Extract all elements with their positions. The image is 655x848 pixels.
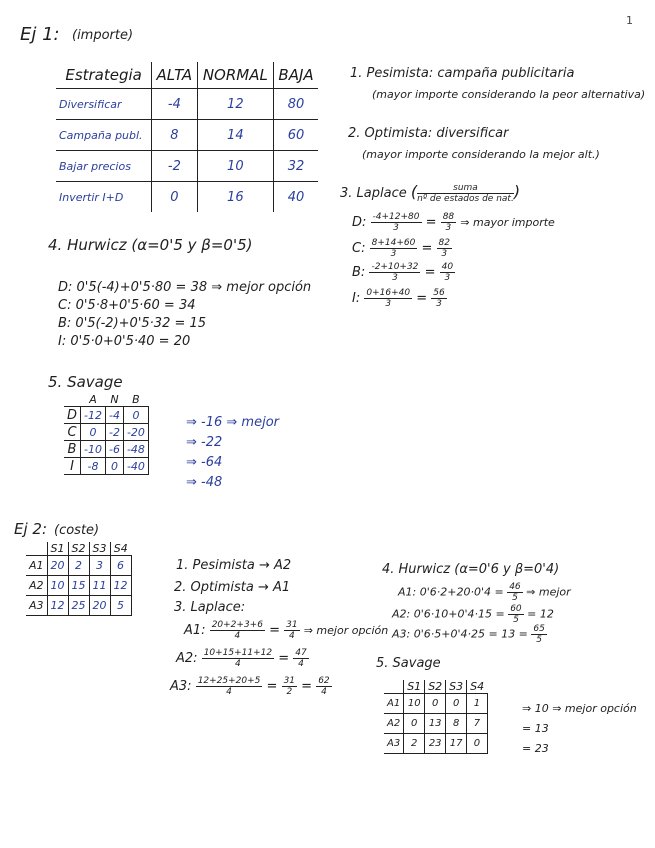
ej2-laplace-row: A3: $\frac{12+25+20+5}{4}$ = $\frac{31}{2}$ = $\frac{62}{4}$: [170, 676, 330, 697]
table-cell: 2: [68, 556, 89, 576]
hurwicz-line: B: 0'5(-2)+0'5·32 = 15: [58, 316, 207, 331]
ej1-savage-table: [64, 393, 149, 475]
ej2-laplace-row: A2: $\frac{10+15+11+12}{4}$ = $\frac{47}{4}$: [176, 648, 307, 669]
table-cell: 5: [110, 596, 131, 616]
header-s3: S3: [446, 680, 467, 694]
ej1-subtitle: (importe): [72, 28, 134, 43]
hurwicz-line: I: 0'5·0+0'5·40 = 20: [58, 334, 191, 349]
table-cell: 0: [81, 424, 106, 441]
ej2-hurwicz-title: 4. Hurwicz (α=0'6 y β=0'4): [382, 562, 560, 577]
ej1-title: Ej 1:: [20, 24, 60, 45]
laplace-row-i: I: $\frac{0+16+40}{3}$ = $\frac{56}{3}$: [352, 288, 445, 309]
savage-result: ⇒ -16 ⇒ mejor: [186, 415, 279, 430]
header-baja: BAJA: [278, 66, 314, 84]
ej1-pesimista-note: (mayor importe considerando la peor alternativa): [372, 88, 646, 101]
savage-result: ⇒ -48: [186, 475, 223, 490]
table-cell: 6: [110, 556, 131, 576]
ej2-title: Ej 2:: [14, 520, 48, 538]
table-cell: -12: [81, 407, 106, 424]
table-cell: 14: [197, 120, 274, 151]
table-cell: 60: [274, 120, 318, 151]
header-b: B: [132, 393, 140, 406]
ej2-savage-result: ⇒ 10 ⇒ mejor opción: [522, 702, 637, 715]
ej2-hurwicz-row: A3: 0'6·5+0'4·25 = 13 = $\frac{65}{5}$: [392, 624, 545, 645]
row-label: Invertir I+D: [56, 182, 152, 213]
ej2-hurwicz-row: A2: 0'6·10+0'4·15 = $\frac{60}{5}$ = 12: [392, 604, 554, 625]
header-s1: S1: [47, 542, 68, 556]
table-cell: 0: [105, 458, 123, 475]
ej2-cost-table: [26, 542, 132, 616]
row-label: B: [64, 441, 81, 458]
table-cell: 40: [274, 182, 318, 213]
table-cell: 16: [197, 182, 274, 213]
table-cell: 8: [446, 714, 467, 734]
ej1-pesimista: 1. Pesimista: campaña publicitaria: [350, 66, 575, 81]
header-s4: S4: [110, 542, 131, 556]
ej1-hurwicz-title: 4. Hurwicz (α=0'5 y β=0'5): [48, 236, 253, 254]
row-label: A2: [384, 714, 404, 734]
row-label: A1: [26, 556, 47, 576]
table-row: [56, 120, 318, 151]
table-cell: 11: [89, 576, 110, 596]
laplace-row-c: C: $\frac{8+14+60}{3}$ = $\frac{82}{3}$: [352, 238, 450, 259]
header-a: A: [89, 393, 97, 406]
table-cell: 0: [467, 734, 487, 754]
table-row: [384, 694, 487, 714]
table-row: [64, 407, 148, 424]
header-empty: [384, 680, 404, 694]
table-cell: 15: [68, 576, 89, 596]
table-cell: -8: [81, 458, 106, 475]
table-row: [26, 576, 131, 596]
ej2-pesimista: 1. Pesimista → A2: [176, 558, 292, 573]
ej2-savage-result: = 13: [522, 722, 549, 735]
table-cell: 0: [425, 694, 446, 714]
table-cell: 3: [89, 556, 110, 576]
ej2-savage-table: [384, 680, 488, 754]
table-row: [26, 556, 131, 576]
header-s3: S3: [89, 542, 110, 556]
table-cell: 25: [68, 596, 89, 616]
header-s4: S4: [467, 680, 487, 694]
table-cell: -10: [81, 441, 106, 458]
table-row: [56, 182, 318, 213]
row-label: D: [64, 407, 81, 424]
table-cell: -4: [105, 407, 123, 424]
header-s2: S2: [68, 542, 89, 556]
table-row: [26, 596, 131, 616]
ej2-laplace-title: 3. Laplace:: [174, 600, 246, 615]
laplace-row-b: B: $\frac{-2+10+32}{3}$ = $\frac{40}{3}$: [352, 262, 454, 283]
laplace-row-d: D: $\frac{-4+12+80}{3}$ = $\frac{88}{3}$ ⇒ mayor importe: [352, 212, 555, 233]
table-cell: 0: [152, 182, 197, 213]
table-cell: 23: [425, 734, 446, 754]
table-cell: 13: [425, 714, 446, 734]
table-cell: 12: [110, 576, 131, 596]
table-row: [56, 151, 318, 182]
row-label: A3: [26, 596, 47, 616]
header-normal: NORMAL: [197, 62, 274, 89]
table-cell: -6: [105, 441, 123, 458]
ej1-laplace-title: 3. Laplace ( $\frac{\text{suma}}{\text{nº de estados de nat.}}$ ): [340, 182, 521, 204]
table-cell: 0: [446, 694, 467, 714]
table-cell: 12: [197, 89, 274, 120]
table-cell: 17: [446, 734, 467, 754]
table-cell: 8: [152, 120, 197, 151]
row-label: Diversificar: [56, 89, 152, 120]
table-cell: 10: [47, 576, 68, 596]
row-label: I: [64, 458, 81, 475]
row-label: Bajar precios: [56, 151, 152, 182]
table-cell: 12: [47, 596, 68, 616]
ej1-savage-title: 5. Savage: [48, 373, 123, 391]
savage-result: ⇒ -22: [186, 435, 223, 450]
row-label: Campaña publ.: [56, 120, 152, 151]
ej2-laplace-row: A1: $\frac{20+2+3+6}{4}$ = $\frac{31}{4}$ ⇒ mejor opción: [184, 620, 389, 641]
table-cell: -4: [152, 89, 197, 120]
header-empty: [26, 542, 47, 556]
row-label: A1: [384, 694, 404, 714]
table-row: [64, 458, 148, 475]
header-n: N: [110, 393, 119, 406]
laplace-formula: $\frac{\text{suma}}{\text{nº de estados de nat.}}$: [417, 183, 514, 204]
table-cell: 20: [89, 596, 110, 616]
table-row: [64, 424, 148, 441]
header-alta: ALTA: [152, 62, 197, 89]
ej2-hurwicz-row: A1: 0'6·2+20·0'4 = $\frac{46}{5}$ ⇒ mejor: [398, 582, 571, 603]
table-cell: -2: [152, 151, 197, 182]
table-row: [384, 734, 487, 754]
table-cell: 0: [123, 407, 148, 424]
header-estrategia: Estrategia: [56, 62, 152, 89]
ej1-payoff-table: [56, 62, 318, 212]
hurwicz-line: C: 0'5·8+0'5·60 = 34: [58, 298, 196, 313]
ej1-optimista-note: (mayor importe considerando la mejor alt.): [362, 148, 600, 161]
table-cell: 10: [404, 694, 425, 714]
ej2-savage-result: = 23: [522, 742, 549, 755]
table-row: [64, 441, 148, 458]
row-label: A2: [26, 576, 47, 596]
ej2-subtitle: (coste): [54, 523, 100, 538]
table-header-row: [56, 62, 318, 89]
header-s1: S1: [404, 680, 425, 694]
header-empty: [64, 393, 81, 407]
laplace-title-text: 3. Laplace: [340, 186, 407, 201]
table-cell: -20: [123, 424, 148, 441]
ej1-optimista: 2. Optimista: diversificar: [348, 126, 509, 141]
table-cell: 0: [404, 714, 425, 734]
table-cell: 32: [274, 151, 318, 182]
table-row: [56, 89, 318, 120]
table-cell: 10: [197, 151, 274, 182]
table-cell: 1: [467, 694, 487, 714]
ej2-savage-title: 5. Savage: [376, 656, 441, 671]
savage-result: ⇒ -64: [186, 455, 223, 470]
hurwicz-line: D: 0'5(-4)+0'5·80 = 38 ⇒ mejor opción: [58, 280, 312, 295]
table-cell: -48: [123, 441, 148, 458]
table-cell: 80: [274, 89, 318, 120]
table-cell: -2: [105, 424, 123, 441]
page-number: 1: [626, 14, 633, 27]
table-cell: 7: [467, 714, 487, 734]
table-row: [384, 714, 487, 734]
ej2-optimista: 2. Optimista → A1: [174, 580, 291, 595]
header-s2: S2: [425, 680, 446, 694]
row-label: C: [64, 424, 81, 441]
table-cell: 20: [47, 556, 68, 576]
table-cell: -40: [123, 458, 148, 475]
table-cell: 2: [404, 734, 425, 754]
row-label: A3: [384, 734, 404, 754]
